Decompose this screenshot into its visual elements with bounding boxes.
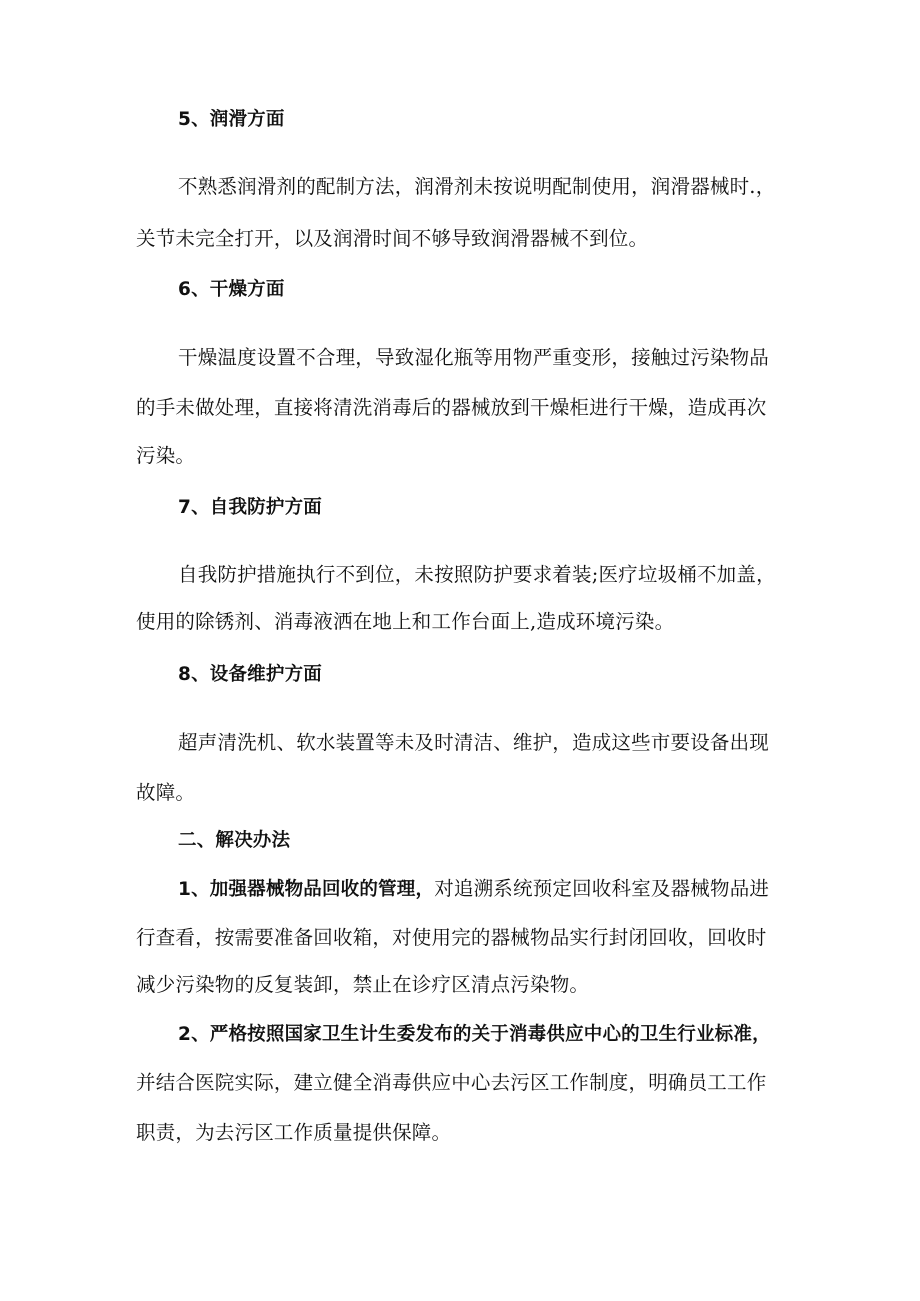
solution-first-line [178, 1022, 771, 1047]
section-heading-self-protection: 7、自我防护方面 [178, 497, 322, 518]
solution-bold-lead: 1、加强器械物品回收的管理， [178, 879, 435, 900]
paragraph-line: 的手未做处理，直接将清洗消毒后的器械放到干燥柜进行干燥，造成再次 [136, 396, 767, 419]
paragraph-line: 并结合医院实际，建立健全消毒供应中心去污区工作制度，明确员工工作 [136, 1071, 767, 1094]
paragraph-line: 故障。 [136, 781, 196, 804]
paragraph-line: 干燥温度设置不合理，导致湿化瓶等用物严重变形，接触过污染物品 [178, 346, 770, 369]
paragraph-line: 使用的除锈剂、消毒液洒在地上和工作台面上,造成环境污染。 [136, 610, 675, 633]
solution-text: 对追溯系统预定回收科室及器械物品进 [434, 877, 770, 900]
part-heading-solutions: 二、解决办法 [178, 830, 291, 851]
paragraph-line: 自我防护措施执行不到位，未按照防护要求着装;医疗垃圾桶不加盖， [178, 563, 776, 586]
paragraph-line: 减少污染物的反复装卸，禁止在诊疗区清点污染物。 [136, 973, 590, 996]
paragraph-line: 超声清洗机、软水装置等未及时清洁、维护，造成这些市要设备出现 [178, 731, 770, 754]
paragraph-line: 污染。 [136, 444, 196, 467]
section-heading-lubrication: 5、润滑方面 [178, 109, 285, 130]
paragraph-line: 行查看，按需要准备回收箱，对使用完的器械物品实行封闭回收，回收时 [136, 926, 767, 949]
section-heading-equipment-maintenance: 8、设备维护方面 [178, 664, 322, 685]
solution-first-line [178, 877, 769, 902]
solution-bold-lead: 2、严格按照国家卫生计生委发布的关于消毒供应中心的卫生行业标准， [178, 1024, 771, 1045]
paragraph-line: 职责，为去污区工作质量提供保障。 [136, 1121, 452, 1144]
paragraph-line: 不熟悉润滑剂的配制方法，润滑剂未按说明配制使用，润滑器械时.， [178, 175, 776, 198]
section-heading-drying: 6、干燥方面 [178, 279, 285, 300]
paragraph-line: 关节未完全打开，以及润滑时间不够导致润滑器械不到位。 [136, 227, 649, 250]
